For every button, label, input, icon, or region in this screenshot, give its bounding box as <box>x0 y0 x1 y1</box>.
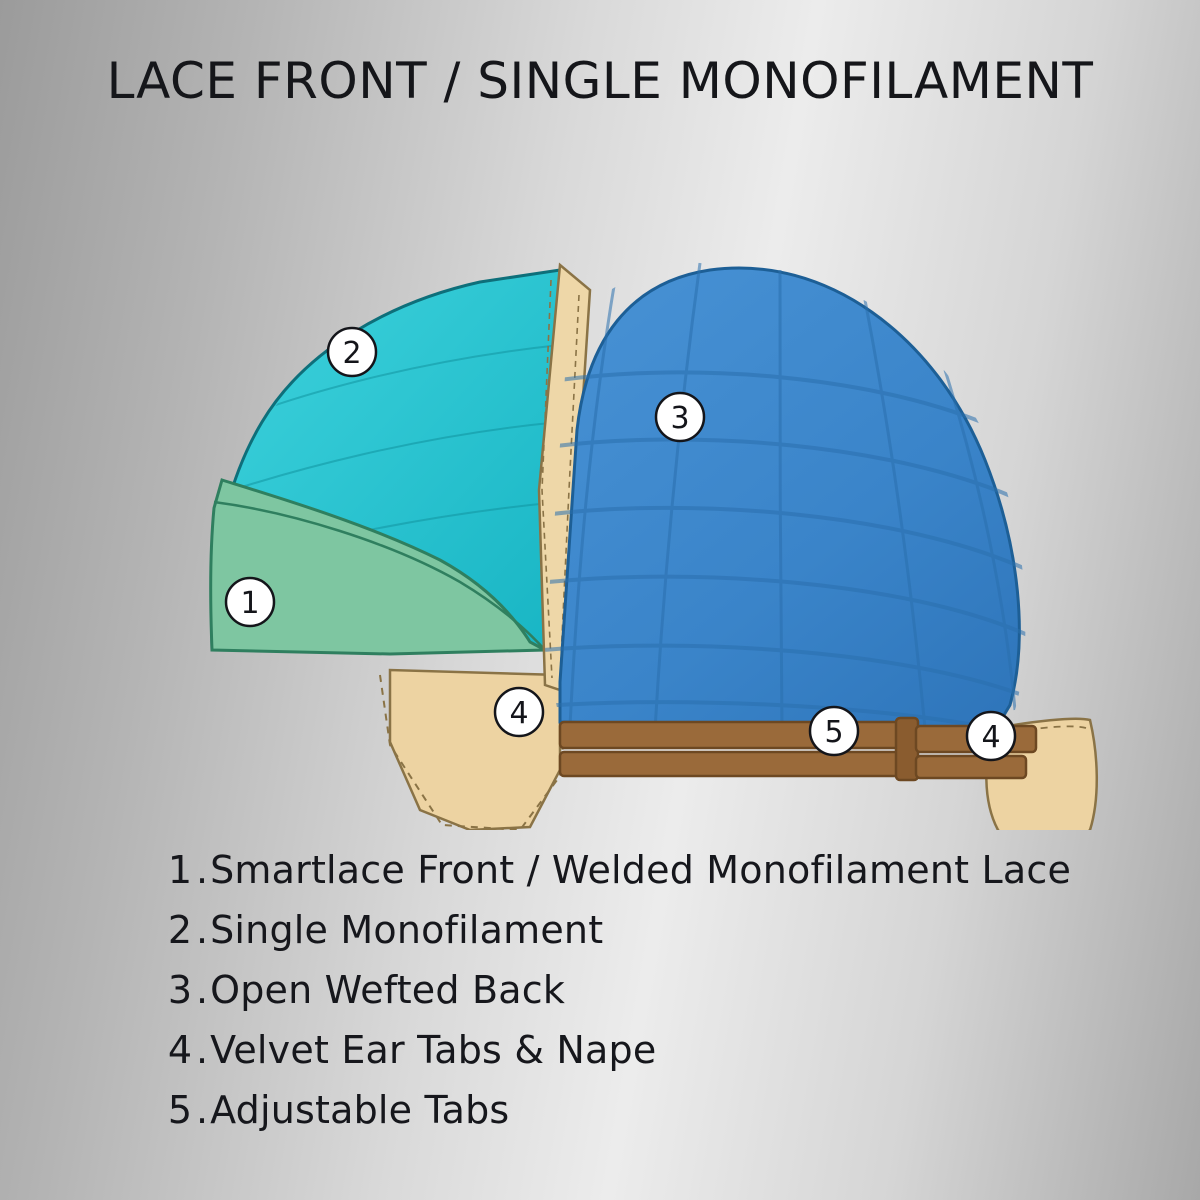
callout-3[interactable] <box>656 393 704 441</box>
list-item <box>150 840 1110 900</box>
callout-4-label: 4 <box>509 696 529 731</box>
callout-2-label: 2 <box>342 336 362 371</box>
callout-4-right-label: 4 <box>981 720 1001 755</box>
legend-number: 4 <box>167 1028 192 1073</box>
callout-4[interactable] <box>495 688 543 736</box>
callout-1[interactable] <box>226 578 274 626</box>
list-item <box>150 1020 1110 1080</box>
legend-number: 5 <box>167 1088 192 1133</box>
legend-number: 3 <box>167 968 192 1013</box>
open-wefted-back-panel <box>542 263 1030 732</box>
callout-4-right[interactable] <box>967 712 1015 760</box>
page-title: LACE FRONT / SINGLE MONOFILAMENT <box>106 52 1094 110</box>
legend-dot: . <box>196 908 209 953</box>
legend-label: Single Monofilament <box>210 908 604 953</box>
callout-5[interactable] <box>810 707 858 755</box>
adjustable-tabs-strap <box>560 718 1036 780</box>
legend-dot: . <box>196 1088 209 1133</box>
callout-5-label: 5 <box>824 715 844 750</box>
list-item <box>150 960 1110 1020</box>
legend-number: 1 <box>167 848 192 892</box>
legend-dot: . <box>196 848 209 892</box>
legend-dot: . <box>196 968 209 1013</box>
legend-label: Adjustable Tabs <box>210 1088 510 1133</box>
velvet-nape-group <box>380 670 568 830</box>
callout-3-label: 3 <box>670 401 690 436</box>
legend <box>150 840 1110 1140</box>
callout-2[interactable] <box>328 328 376 376</box>
legend-label: Open Wefted Back <box>210 968 566 1013</box>
list-item <box>150 900 1110 960</box>
list-item <box>150 1080 1110 1140</box>
cap-illustration <box>90 130 1110 830</box>
callout-1-label: 1 <box>240 586 260 621</box>
legend-label: Velvet Ear Tabs & Nape <box>210 1028 657 1073</box>
wig-cap-construction-diagram <box>90 130 1110 830</box>
legend-label: Smartlace Front / Welded Monofilament Lace <box>210 848 1072 892</box>
legend-dot: . <box>196 1028 209 1073</box>
legend-number: 2 <box>167 908 192 953</box>
